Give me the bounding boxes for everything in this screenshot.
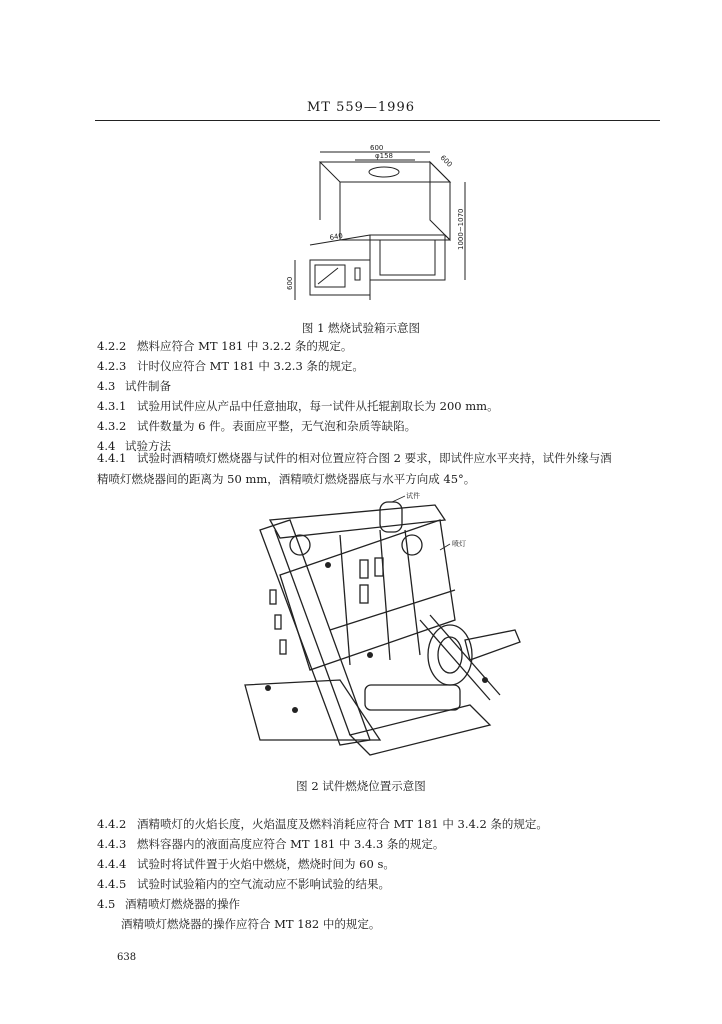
section-heading: 4.3 试件制备 — [97, 379, 171, 393]
section-heading: 4.4 试验方法 — [97, 439, 171, 453]
page-header: MT 559—1996 — [306, 100, 415, 115]
paragraph-final: 酒精喷灯燃烧器的操作应符合 MT 182 中的规定。 — [121, 917, 381, 931]
list-item: 4.3.1 试验用试件应从产品中任意抽取，每一试件从托辊割取长为 200 mm。 — [97, 399, 499, 413]
section-heading: 4.5 酒精喷灯燃烧器的操作 — [97, 897, 240, 911]
page-number: 638 — [117, 952, 137, 963]
paragraph-4-4-1: 4.4.1 试验时酒精喷灯燃烧器与试件的相对位置应符合图 2 要求，即试件应水平夹持，试件外缘与酒 精喷灯燃烧器间的距离为 50 mm，酒精喷灯燃烧器底与水平方向成 45°。 — [97, 451, 612, 486]
figure-1-combustion-box — [280, 140, 480, 310]
dim-hole: φ158 — [375, 152, 393, 160]
header-rule — [95, 120, 660, 121]
list-item: 4.4.3 燃料容器内的液面高度应符合 MT 181 中 3.4.3 条的规定。 — [97, 837, 445, 851]
list-item: 4.2.2 燃料应符合 MT 181 中 3.2.2 条的规定。 — [97, 339, 353, 353]
label-specimen: 试件 — [406, 492, 420, 500]
list-item: 4.4.2 酒精喷灯的火焰长度，火焰温度及燃料消耗应符合 MT 181 中 3.4.2 条的规定。 — [97, 817, 548, 831]
list-item: 4.4.4 试验时将试件置于火焰中燃烧，燃烧时间为 60 s。 — [97, 857, 395, 871]
dim-bottom: 600 — [286, 276, 294, 290]
figure-2-caption: 图 2 试件燃烧位置示意图 — [296, 779, 426, 793]
dim-front: 640 — [328, 231, 344, 242]
dim-height: 1000~1070 — [457, 208, 465, 250]
list-item: 4.4.5 试验时试验箱内的空气流动应不影响试验的结果。 — [97, 877, 390, 891]
list-item: 4.3.2 试件数量为 6 件。表面应平整，无气泡和杂质等缺陷。 — [97, 419, 417, 433]
dim-top-width: 600 — [370, 144, 384, 152]
list-item: 4.2.3 计时仪应符合 MT 181 中 3.2.3 条的规定。 — [97, 359, 364, 373]
figure-2-burning-position — [240, 490, 525, 765]
label-lamp: 喷灯 — [452, 540, 466, 548]
figure-1-caption: 图 1 燃烧试验箱示意图 — [301, 321, 421, 335]
dim-depth: 600 — [438, 153, 454, 169]
